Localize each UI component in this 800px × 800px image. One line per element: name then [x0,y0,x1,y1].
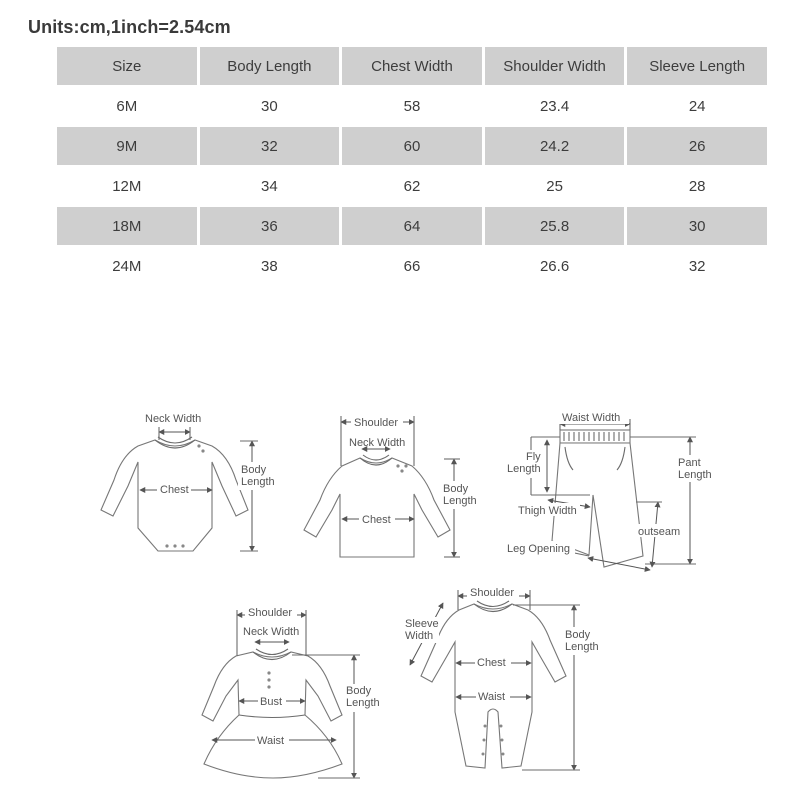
top-diagram [304,415,480,557]
dress-shoulder-label: Shoulder [248,607,293,619]
cell-sleeve-length: 28 [627,167,767,207]
bodysuit-body-length-label-2: Length [241,476,275,488]
cell-size: 9M [57,127,197,167]
cell-sleeve-length: 26 [627,127,767,167]
top-body-length-label-1: Body [443,483,469,495]
pants-thigh-width-label: Thigh Width [518,505,577,517]
cell-shoulder-width: 25 [485,167,625,207]
romper-sleeve-width-label-1: Sleeve [405,618,439,630]
header-sleeve-length: Sleeve Length [627,47,767,87]
pants-fly-length-label-1: Fly [526,451,541,463]
cell-body-length: 38 [200,247,340,287]
header-body-length: Body Length [200,47,340,87]
pants-outseam-label: outseam [638,526,681,538]
top-neck-width-label: Neck Width [349,437,406,449]
romper-sleeve-width-label-2: Width [405,630,434,642]
bodysuit-chest-label: Chest [160,484,189,496]
cell-size: 12M [57,167,197,207]
bodysuit-neck-width-label: Neck Width [145,413,202,425]
cell-shoulder-width: 26.6 [485,247,625,287]
top-body-length-label-2: Length [443,495,477,507]
pants-pant-length-label-2: Length [678,469,712,481]
cell-shoulder-width: 23.4 [485,87,625,127]
top-shoulder-label: Shoulder [354,417,399,429]
cell-size: 24M [57,247,197,287]
bodysuit-diagram [101,413,276,551]
cell-chest-width: 60 [342,127,482,167]
cell-chest-width: 66 [342,247,482,287]
dress-body-length-label-1: Body [346,685,372,697]
cell-body-length: 32 [200,127,340,167]
cell-shoulder-width: 25.8 [485,207,625,247]
romper-body-length-label-2: Length [565,641,599,653]
cell-chest-width: 58 [342,87,482,127]
pants-fly-length-label-2: Length [507,463,541,475]
top-chest-label: Chest [362,514,391,526]
cell-body-length: 36 [200,207,340,247]
cell-chest-width: 62 [342,167,482,207]
cell-sleeve-length: 32 [627,247,767,287]
romper-chest-label: Chest [477,657,506,669]
header-size: Size [57,47,197,87]
cell-shoulder-width: 24.2 [485,127,625,167]
pants-waist-width-label: Waist Width [562,412,621,424]
cell-sleeve-length: 30 [627,207,767,247]
cell-body-length: 34 [200,167,340,207]
romper-diagram [403,586,602,770]
cell-size: 18M [57,207,197,247]
cell-body-length: 30 [200,87,340,127]
header-chest-width: Chest Width [342,47,482,87]
cell-chest-width: 64 [342,207,482,247]
bodysuit-body-length-label-1: Body [241,464,267,476]
dress-bust-label: Bust [260,696,283,708]
cell-size: 6M [57,87,197,127]
dress-neck-width-label: Neck Width [243,626,300,638]
dress-diagram [202,606,383,778]
romper-body-length-label-1: Body [565,629,591,641]
dress-body-length-label-2: Length [346,697,380,709]
romper-shoulder-label: Shoulder [470,587,515,599]
pants-diagram [505,411,716,570]
units-note: Units:cm,1inch=2.54cm [28,17,231,37]
cell-sleeve-length: 24 [627,87,767,127]
romper-waist-label: Waist [478,691,506,703]
header-shoulder-width: Shoulder Width [485,47,625,87]
dress-waist-label: Waist [257,735,285,747]
pants-leg-opening-label: Leg Opening [507,543,570,555]
pants-pant-length-label-1: Pant [678,457,701,469]
